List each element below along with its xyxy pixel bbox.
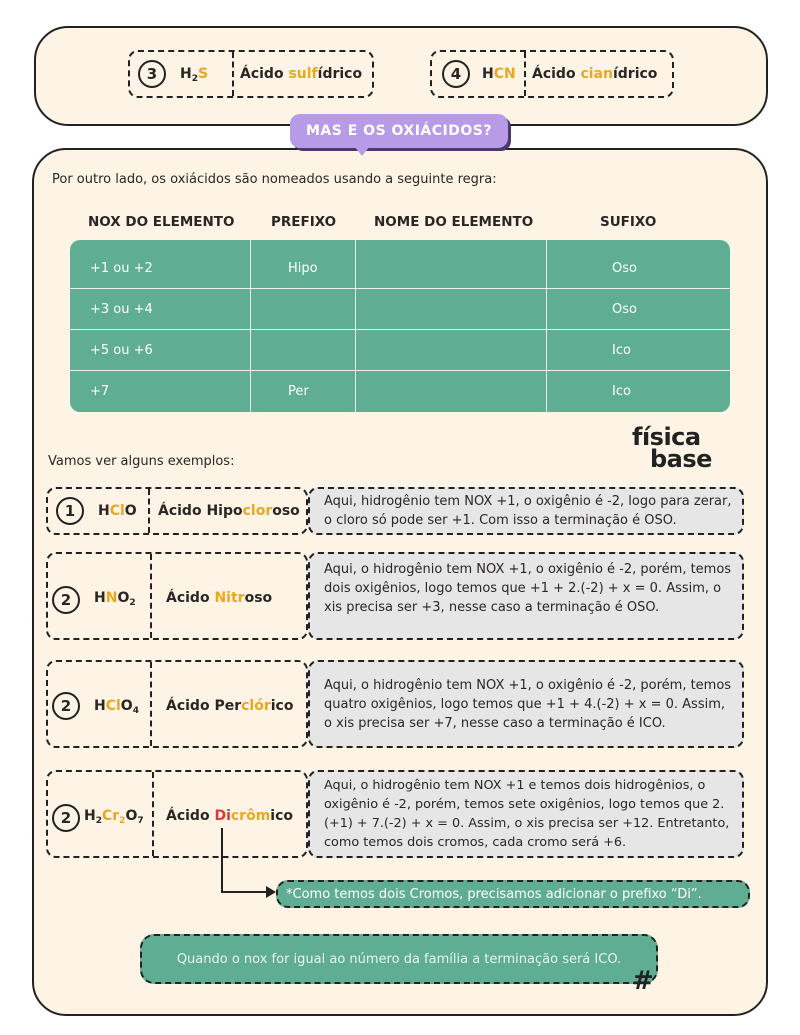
divider xyxy=(232,52,234,96)
section-title-pill: MAS E OS OXIÁCIDOS? xyxy=(290,114,508,148)
top-examples-panel xyxy=(34,26,768,126)
cell-nox: +5 ou +6 xyxy=(90,342,153,358)
cell-suffix: Ico xyxy=(612,342,631,358)
cell-prefix: Hipo xyxy=(288,260,318,276)
divider xyxy=(148,489,150,533)
explanation-3: Aqui, o hidrogênio tem NOX +1, o oxigênio é -2, porém, temos quatro oxigênios, logo temos que +1 + 4.(-2) + x = 0. Assim, o xis precisa ser +7, nesse caso a terminação é ICO. xyxy=(308,660,744,748)
explanation-4: Aqui, o hidrogênio tem NOX +1 e temos dois hidrogênios, o oxigênio é -2, porém, temos sete oxigênios, logo temos que 2.(+1) + 7.(-2) + x = 0. Assim, o xis precisa ser +12. Entretanto, como temos dois cromos, cada cromo será +6. xyxy=(308,770,744,858)
formula-h2cr2o7: $H_2Cr_2O_7$ xyxy=(84,808,144,826)
header-prefix: PREFIXO xyxy=(271,214,337,230)
header-nox: NOX DO ELEMENTO xyxy=(88,214,235,230)
explanation-1: Aqui, hidrogênio tem NOX +1, o oxigênio é -2, logo para zerar, o cloro só pode ser +1. Com isso a terminação é OSO. xyxy=(308,487,744,535)
cell-suffix: Oso xyxy=(612,260,637,276)
arrow-line xyxy=(221,891,269,893)
arrow-line xyxy=(221,828,223,892)
formula-h2s: $H_2S$ xyxy=(180,66,209,84)
divider xyxy=(524,52,526,96)
intro-text: Por outro lado, os oxiácidos são nomeados usando a seguinte regra: xyxy=(52,172,497,187)
explanation-2: Aqui, o hidrogênio tem NOX +1, o oxigênio é -2, porém, temos dois oxigênios, logo temos que +1 + 2.(-2) + x = 0. Assim, o xis precisa ser +3, nesse caso a terminação é OSO. xyxy=(308,552,744,640)
arrow-head-icon xyxy=(266,886,276,898)
table-row xyxy=(70,370,730,410)
example-box-hcn xyxy=(430,50,674,98)
examples-label: Vamos ver alguns exemplos: xyxy=(48,454,235,469)
formula-hclo: HClO xyxy=(98,503,137,519)
logo-line2: base xyxy=(650,445,712,473)
number-badge: 2 xyxy=(52,586,80,614)
hashtag-icon: # xyxy=(632,966,654,996)
table-row xyxy=(70,248,730,288)
cell-suffix: Ico xyxy=(612,383,631,399)
di-prefix-note: *Como temos dois Cromos, precisamos adicionar o prefixo “Di”. xyxy=(276,880,750,908)
example-box-h2s xyxy=(128,50,374,98)
formula-hno2: $HNO_2$ xyxy=(94,590,136,608)
naming-rule-table xyxy=(70,240,730,412)
pill-tail xyxy=(354,146,370,156)
fisica-base-logo xyxy=(632,423,732,473)
acid-name: Ácido Nitroso xyxy=(166,590,273,606)
header-element: NOME DO ELEMENTO xyxy=(374,214,534,230)
cell-nox: +7 xyxy=(90,383,110,399)
logo-line1: física xyxy=(632,423,701,451)
number-badge: 4 xyxy=(442,60,470,88)
acid-name: Ácido Dicrômico xyxy=(166,808,294,824)
cell-nox: +1 ou +2 xyxy=(90,260,153,276)
cell-suffix: Oso xyxy=(612,301,637,317)
acid-name: Ácido cianídrico xyxy=(532,66,658,82)
cell-prefix: Per xyxy=(288,383,309,399)
cell-nox: +3 ou +4 xyxy=(90,301,153,317)
number-badge: 3 xyxy=(138,60,166,88)
acid-name: Ácido sulfídrico xyxy=(240,66,363,82)
formula-hclo4: HClO$_4$ xyxy=(94,698,139,716)
example-card-3 xyxy=(46,660,308,748)
number-badge: 2 xyxy=(52,804,80,832)
example-card-4 xyxy=(46,770,308,858)
number-badge: 1 xyxy=(56,497,84,525)
example-card-1 xyxy=(46,487,308,535)
acid-name: Ácido Perclórico xyxy=(166,698,294,714)
divider xyxy=(150,662,152,746)
acid-name: Ácido Hipocloroso xyxy=(158,503,300,519)
table-row xyxy=(70,329,730,369)
header-suffix: SUFIXO xyxy=(600,214,657,230)
number-badge: 2 xyxy=(52,692,80,720)
example-card-2 xyxy=(46,552,308,640)
table-row xyxy=(70,288,730,328)
divider xyxy=(152,772,154,856)
ico-rule-note: Quando o nox for igual ao número da família a terminação será ICO. xyxy=(140,934,658,984)
formula-hcn: HCN xyxy=(482,66,516,82)
divider xyxy=(150,554,152,638)
